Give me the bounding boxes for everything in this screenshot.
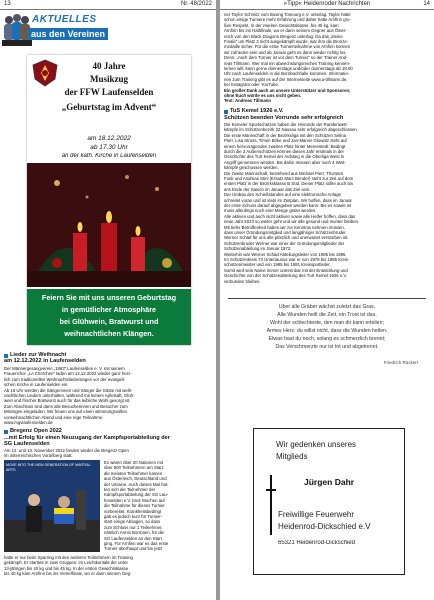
obituary-org: Heidenrod-Dickschied e.V [278,522,371,531]
article3-line: ersten Platz in der Bezirksklasse B Süd. Dieser Platz sollte auch bis [224,181,353,187]
article3-line: Pierr, Lisa Struss, Timon Birke und Jan-Marvin Glowatz steht auf [224,138,347,144]
article3-line: Die erste Mannschaft in der Bezirksliga mit den Schützen Selina [224,132,347,138]
article2-intro: Am 12. und 13. November 2022 fanden wieder die Bregenz Open [4,448,129,453]
article1-line: Mitsingen eingeladen. Wir freuen uns auf einen stimmungsvollen [4,409,128,415]
tournament-photo [4,460,100,552]
poster-date: am 18.12.2022 [87,135,131,142]
article2-tail-line: gekämpft. Er startete in zwei Gruppen: im Leichtkontakt der unter [4,560,128,566]
tournament-photo-image [4,460,100,552]
article1-line: schen Kirche in Laufenselden ein. [4,382,69,388]
article3-heading: TuS Kemel 1926 e.V. [230,108,284,114]
continuation-line: Arnfinn bis ins Halbfinale, wo er dann seinem Gegner aus Öster- [224,28,347,34]
article2-side-line: start einige Absagen, so dass [104,519,161,525]
article2-tail-line: 13-jährigen bis 40 kg und bis 45 kg. In der ersten Gewichtsklasse [4,565,129,571]
article2-side-line: nämlich Armin Bormann, für die [104,530,164,536]
article3-line: einem hervorragenden zweiten Platz hinter Merenstedt. Bedingt [224,143,346,149]
article1-line: Zum Abschluss sind dann alle Besucherinnen und Besucher zum [4,403,128,409]
banner-title-bottom: aus den Vereinen [28,28,108,40]
sponsor-thanks: ohne Euch würde es uns nicht geben. [224,93,302,98]
article3-line: muss allerdings noch eine Menge getan werden. [224,208,317,214]
article2-side-line: Turnier überhaupt und bis jetzt [104,546,163,552]
article3-line: Weiterhin war Werner Schad Abteilungsleiter von 1985 bis 1986. [224,251,347,257]
poem-line: Das Verschmerzte nur ist tot und abgetrennt. [275,344,379,350]
article3-line: der erste Schuss darauf abgegeben werden kann. Bis es soweit ist [224,203,352,208]
article2-side-line: SG Laufenselden an den Start [104,535,162,541]
article1-line: vorweihnachtlichen Abend und eine rege Teilnahme. [4,414,104,420]
obituary-intro: Mitglieds [276,452,308,461]
photo-caption: MOVE INTO THE NEW GENERATION OF MARTIAL ARTS [6,463,91,472]
article1-line: nachtlichen Liedern unterhalten, während mit feinem Apfelsaft, Glüh- [4,393,135,398]
banner-title-top: AKTUELLES [32,14,97,25]
article3-subheading: Schützen beenden Vorrunde sehr erfolgreich [224,114,344,121]
article2-subheading: SG Laufenselden [4,441,50,447]
article3-line: dass unser Gründungsmitglied und langjähriger Schützenbruder [224,230,346,235]
article1-line: Ab 19 Uhr werden die Sängerinnen und Sänger die Gäste mit weih- [4,387,133,393]
article2-side-line: Es waren über 20 Nationen mit [104,460,163,465]
page-header-right [220,0,434,10]
article2-side-line: zum Schluss nur 1 Teilnehmer, [104,524,163,530]
right-page [220,0,434,600]
article2-side-line: ten sich die Teilnehmer der [104,487,156,492]
poem-author: Friedrich Rückert [383,360,418,365]
continuation-line: nen zum Training gibt es auf der Internetseite www.a-tillmann.de, [224,76,348,82]
page-number: 13 [4,1,11,7]
cross-icon [266,475,276,535]
article3-line: verbunden bleiben. [224,278,261,284]
article3-line: schreitet voran und ist stets im Zeitplan. Wir hoffen, dass im Januar [224,197,352,203]
continuation-line: schon einige Turniere mehr Erfahrung und daher hatte Arnfinn gro- [224,17,351,23]
article3-line: Angriff genommen werden. Bis dahin müssen aber noch 4 Wett- [224,159,346,165]
article2-side-line: fenselden e.V. breit Wochen auf [104,497,165,503]
obituary-address: 65321 Heidenrod-Dickschied [278,540,356,546]
article2-subheading: ...mit Erfolg für einen Neuzugang der Kampfsportabteilung der [4,434,170,441]
continuation-line: reas Tillmann. Wer mal ein abwechslungsreiches Training kennen- [224,60,351,66]
article3-line: Der Umbau des Schießstandes auf eine elektronische Anlage [224,192,342,198]
issue-number: Nr. 48/2022 [180,1,212,7]
article2-side-line: aus Österreich, Deutschland und [104,476,167,482]
continuation-line: medaille sicher. Für die erste Turnierteilnahme von Arnfinn können [224,44,351,50]
page-header-left [0,0,216,10]
article2-side-line: ging. Für Arnfinn war es das erste [104,541,169,546]
article2-side-line: Kampfsportabteilung der SG Lau- [104,492,169,498]
concert-poster [27,55,191,345]
article2-side-line: die Teilnahme für dieses Turnier [104,503,165,509]
article2-tail-line: bis 40 kg kam Arnfinn bis ins Viertelfinale, wo er dann seinem Geg- [4,571,132,577]
article1-line: lich zum traditionellen Weihnachtsliedersingen vor der evangeli- [4,376,126,382]
poster-footer-line4: weihnachtlichen Klängen. [64,329,154,338]
article3-line: Mit tiefer Betroffenheit haben wir zur Kenntnis nehmen müssen, [224,224,346,230]
page-number: 14 [423,1,430,7]
continuation-line: bei Instagram oder YouTube. [224,82,280,88]
poster-footer-line2: in gemütlicher Atmosphäre [61,305,157,314]
left-page [0,0,216,600]
heading-marker [4,430,8,434]
article3-line: Im Schützenkreis 73 Untertaunus war er von 1979 bis 1985 Kreis- [224,257,350,262]
candles-image [27,163,191,287]
article1-line: wein und frischer Bratwurst auch für das leibliche Wohl gesorgt ist. [4,398,131,404]
article3-line: ans Ende der Saison im Januar das Ziel sein. [224,186,311,192]
obituary-intro: Wir gedenken unseres [276,440,357,449]
article3-line: Die zweite Mannschaft, bestehend aus Michael Pierr, Thorsten [224,170,344,176]
article3-line: neue Jahr 2023 so weiter geht und wir alle gesund und munter bleiben. [224,219,360,225]
continuation-line: Finale“ um Platz 3 nicht ausgekämpft wurde, war ihm die Bronze- [224,39,349,44]
poster-subtitle: „Geburtstag im Advent“ [61,102,157,112]
article2-tail-line: hatte er nur beim Sparring mit den anderen Teilnehmern im Training [4,555,133,560]
article3-line: Schützenabteilung im Januar 1972. [224,246,292,252]
poster-time: ab 17.30 Uhr [90,144,128,151]
poem-line: Über alle Gräber wächst zuletzt das Gras, [278,304,376,310]
article3-line: durch die 3 Außenschützen können dieses Jahr erstmals in der [224,149,344,154]
article3-line: Geschichte des TuS Kemel der Aufstieg in die Oberliga West in [224,154,345,160]
article1-heading: Lieder zur Weihnacht [10,352,67,358]
obituary-name: Jürgen Dahr [304,477,355,487]
article3-line: Schützenbruder Werner war einer der Gründungsmitglieder der [224,240,345,246]
continuation-line: wir zufrieden sein und ab Januar geht es dann wieder richtig los. [224,49,347,55]
continuation-line: Denn: „nach dem Turnier ist vor dem Turnier“ so der Trainer And- [224,55,348,61]
poem-line: Alle Wunden heilt die Zeit, ein Trost ist das, [277,312,377,318]
article3-line: Die Kemeler Sportschützen haben die Hinrunde der Rundenwett- [224,122,348,127]
obituary-org: Freiwillige Feuerwehr [278,510,355,519]
article2-intro: im österreichischen Vorarlberg statt. [4,453,73,459]
section-banner [2,12,106,50]
running-head: »Tipp« Heidenroder Nachrichten [283,1,371,7]
article2-side-line: die meisten Teilnehmer kamen [104,470,163,476]
article-author: Text: Andreas Tillmann [224,98,271,104]
article1-subheading: am 12.12.2022 in Laufenselden [4,358,86,364]
article3-line: Somit wird sein Name immer untrennbar mit der Entwicklung und [224,267,348,273]
article1-line: Der Männergesangverein „1863“ Laufenselden e. V. mit seinem [4,366,125,371]
poem-line: Etwas hast du noch, solang es schmerzlich brennt; [268,336,386,342]
poster-title-line3: der FFW Laufenselden [64,87,154,97]
article3-line: kämpfe im Schützenbezirk 22 Nassau sehr erfolgreich abgeschlossen. [224,127,358,133]
article1-line: Frauenchor „LA Chörchen“ laden am 12.12.2022 wieder ganz herz- [4,371,132,377]
article2-side-line: über 800 Teilnehmern am Start: [104,465,165,471]
poster-footer-line1: Feiern Sie mit uns unseren Geburtstag [41,293,177,302]
article3-line: Funk und Andreas Stini (Ersatz Marc Bender) steht zur Zeit auf dem [224,176,354,181]
continuation-line: ßen Respekt. In der zweiten Gewichtsklasse, bis 45 kg, kam [224,22,339,28]
article3-line: Geschichte von der Schützenabteilung des TuS Kemel 1926 e.V. [224,273,348,279]
poster-footer-line3: bei Glühwein, Bratwurst und [59,317,159,326]
poem-line: Wohl der schlechteste, den man dir kann erteilen; [270,320,384,326]
sponsor-thanks: Ein großer Dank auch an unsere Unterstützer und Sponsoren; [224,87,351,93]
continuation-line: Uhr nach Laufenselden in die Bornbachhalle kommen. Informatio- [224,71,350,77]
article3-line: schützenmeister und von 1985 bis 1991 Kreissportleiter. [224,262,331,268]
article2-side-line: vorbereitet. Krankheitsbedingt [104,508,162,514]
article3-line: Alle aktiven und auch nicht aktiven sowie alle Helfer hoffen, dass das [224,213,356,219]
article1-link[interactable]: www.mgvlaufenselden.de [4,420,53,425]
poem-line: Armes Herz, du willst nicht, dass die Wunden heilen. [266,328,388,334]
article2-side-line: der Ukraine. Auch dieses Mal hat- [104,481,169,487]
article2-side-line: gab es jedoch kurz für Turnier- [104,514,163,519]
heading-marker [224,110,228,114]
continuation-line: ner Tayfor Schmitz vom Boxing Tomourg e.V. unterlag. Taylor hatte [224,12,351,17]
poster-title-line1: 40 Jahre [92,61,126,71]
continuation-line: lernen will, kann gerne donnerstags und/oder donnerstags ab 18.00 [224,66,353,71]
article3-line: Werner Schäd für uns alle plötzlich und unerwartet verstorben ist. [224,235,349,241]
continuation-line: reich von den Black Dragons Bregenz unterlag. Da das „kleine [224,33,343,39]
poster-location: an der kath. Kirche in Laufenselden [61,153,157,159]
article2-heading: Bregenz Open 2022 [10,428,62,434]
article3-line: kämpfe geschossen werden. [224,165,279,171]
poster-title-line2: Musikzug [89,74,128,84]
